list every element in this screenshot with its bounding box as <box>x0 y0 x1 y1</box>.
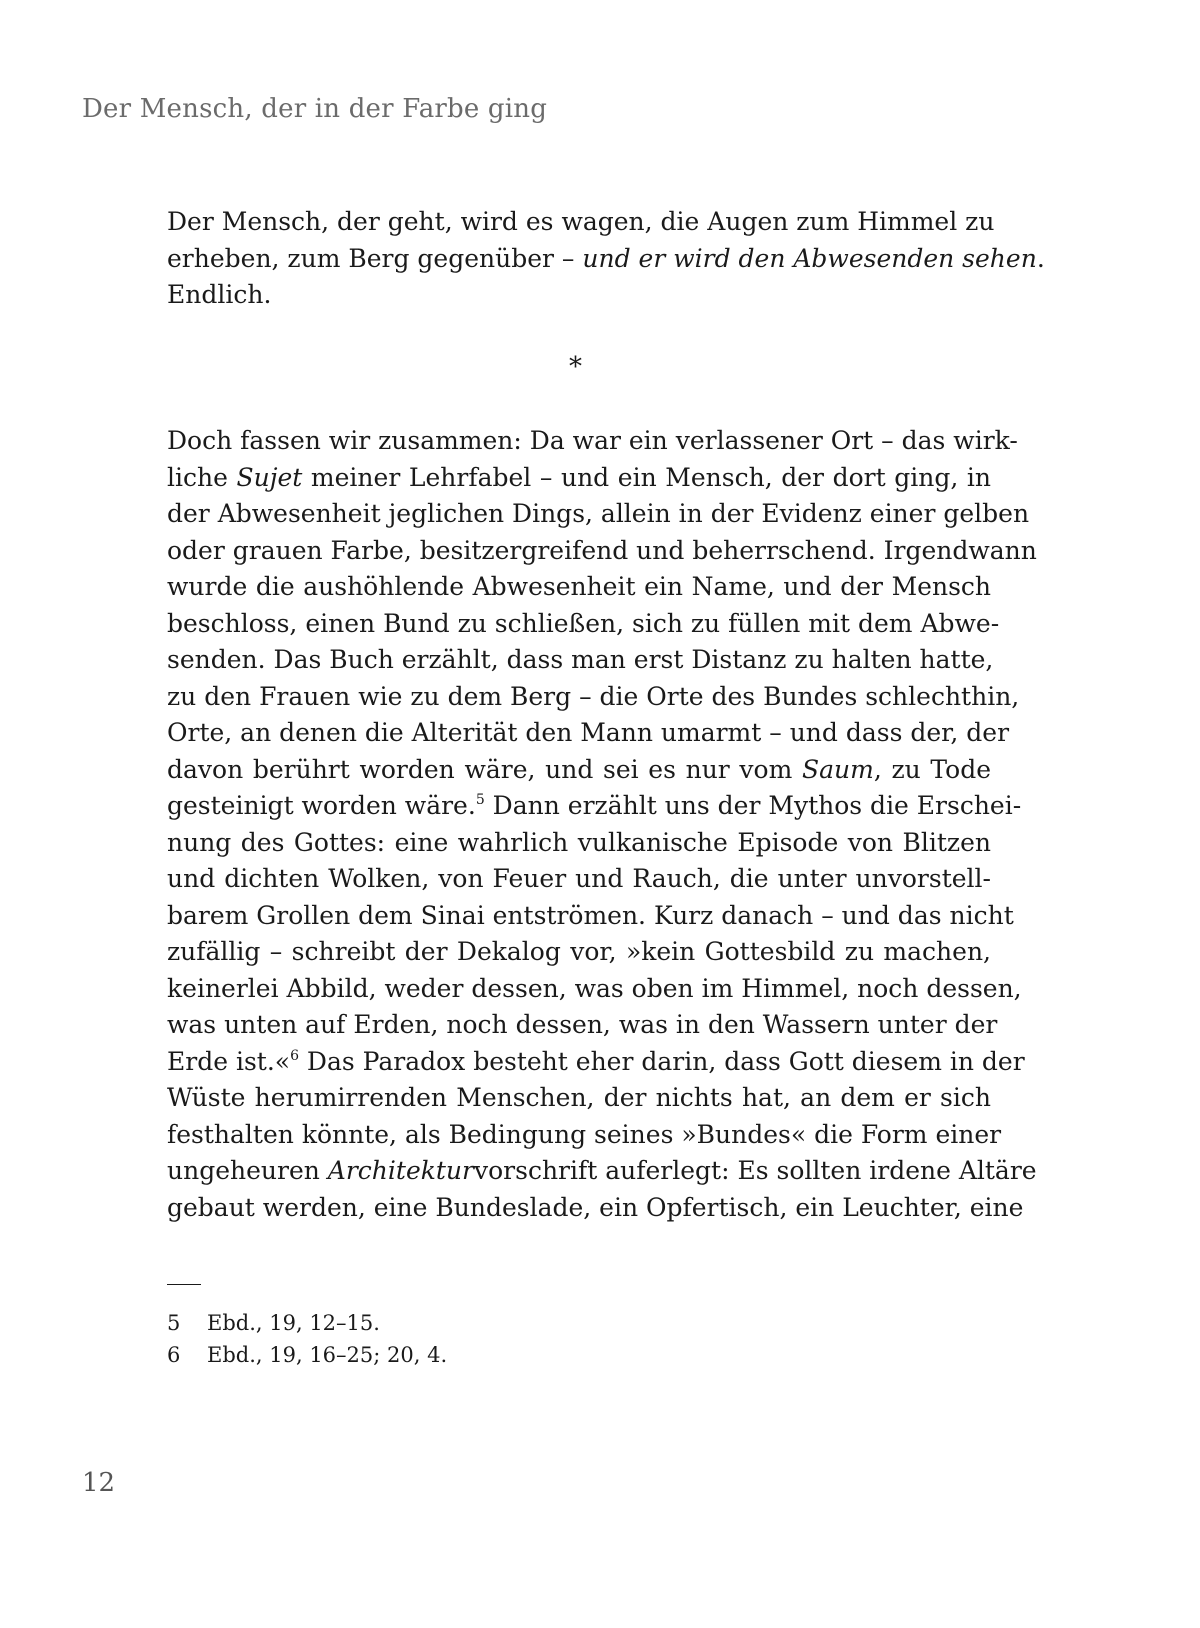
text-segment: erheben, zum Berg gegenüber – <box>167 243 583 273</box>
text-segment: , zu Tode <box>873 754 991 784</box>
text-segment: festhalten könnte, als Bedingung seines »Bundes« die Form einer <box>167 1119 1002 1149</box>
text-line <box>167 825 991 862</box>
text-segment: Doch fassen wir zusammen: Da war ein verlassener Ort – das wirk- <box>167 426 1018 455</box>
text-segment: beschloss, einen Bund zu schließen, sich zu füllen mit dem Abwe- <box>167 608 1000 638</box>
text-segment: davon berührt worden wäre, und sei es nur vom <box>167 754 802 784</box>
italic-text: und er wird den Abwesenden sehen <box>582 243 1037 273</box>
text-segment: ungeheuren <box>167 1156 328 1185</box>
text-line <box>167 934 991 971</box>
text-line <box>167 1117 1002 1154</box>
italic-text: Saum <box>802 754 874 784</box>
text-segment: vorschrift auferlegt: Es sollten irdene Altäre <box>474 1156 1037 1185</box>
footnote <box>167 1307 447 1339</box>
footnotes <box>167 1307 447 1371</box>
text-line <box>167 788 1022 825</box>
text-segment: Orte, an denen die Alterität den Mann umarmt – und dass der, der <box>167 718 1010 747</box>
text-line <box>167 241 1045 278</box>
text-segment: der Abwesenheit jeglichen Dings, allein in der Evidenz einer gelben <box>167 499 1030 528</box>
text-line <box>167 861 991 898</box>
text-segment: keinerlei Abbild, weder dessen, was oben im Himmel, noch dessen, <box>167 973 1022 1003</box>
text-segment: Erde ist.« <box>167 1046 291 1076</box>
text-line <box>167 533 1037 570</box>
text-segment: oder grauen Farbe, besitzergreifend und beherrschend. Irgendwann <box>167 535 1037 565</box>
text-line <box>167 569 991 606</box>
text-line <box>167 277 991 314</box>
text-segment: wurde die aushöhlende Abwesenheit ein Name, und der Mensch <box>167 572 991 601</box>
text-segment: gesteinigt worden wäre. <box>167 791 476 820</box>
text-segment: barem Grollen dem Sinai entströmen. Kurz danach – und das nicht <box>167 900 1014 930</box>
footnote-reference: 5 <box>475 792 485 808</box>
text-segment: liche <box>167 462 237 492</box>
text-line <box>167 1190 1024 1227</box>
text-line <box>167 642 994 679</box>
footnote-number: 6 <box>167 1343 181 1367</box>
text-segment: zufällig – schreibt der Dekalog vor, »kein Gottesbild zu machen, <box>167 937 991 966</box>
text-line <box>167 898 1014 935</box>
italic-text: Sujet <box>236 462 303 492</box>
text-line <box>167 1080 991 1117</box>
text-segment: meiner Lehrfabel – und ein Mensch, der dort ging, in <box>302 462 991 492</box>
text-line <box>167 606 1000 643</box>
text-segment: Der Mensch, der geht, wird es wagen, die Augen zum Himmel zu <box>167 207 995 236</box>
footnote-text: Ebd., 19, 12–15. <box>207 1311 380 1335</box>
italic-text: Architektur <box>327 1156 474 1185</box>
text-line <box>167 496 1030 533</box>
paragraph-2 <box>167 423 1037 1226</box>
page-number: 12 <box>82 1468 116 1498</box>
footnote-text: Ebd., 19, 16–25; 20, 4. <box>207 1343 448 1367</box>
text-segment: gebaut werden, eine Bundeslade, ein Opfertisch, ein Leuchter, eine <box>167 1192 1024 1222</box>
text-line <box>167 460 991 497</box>
text-segment: . <box>1036 243 1045 273</box>
text-line <box>167 204 995 241</box>
text-line <box>167 1007 998 1044</box>
text-segment: senden. Das Buch erzählt, dass man erst Distanz zu halten hatte, <box>167 645 994 674</box>
text-segment: Das Paradox besteht eher darin, dass Gott diesem in der <box>298 1046 1025 1076</box>
running-head: Der Mensch, der in der Farbe ging <box>82 94 548 124</box>
footnote-rule <box>167 1284 201 1285</box>
text-segment: Endlich. <box>167 280 272 309</box>
section-break-asterisk: * <box>569 352 582 382</box>
text-segment: was unten auf Erden, noch dessen, was in den Wassern unter der <box>167 1010 998 1039</box>
text-line <box>167 679 1020 716</box>
text-segment: nung des Gottes: eine wahrlich vulkanische Episode von Blitzen <box>167 827 991 857</box>
paragraph-1 <box>167 204 1045 314</box>
text-line <box>167 1153 1037 1190</box>
text-segment: Dann erzählt uns der Mythos die Erschei- <box>484 791 1022 820</box>
text-segment: zu den Frauen wie zu dem Berg – die Orte des Bundes schlechthin, <box>167 681 1020 711</box>
text-segment: Wüste herumirrenden Menschen, der nichts hat, an dem er sich <box>167 1083 991 1112</box>
footnote <box>167 1339 447 1371</box>
footnote-number: 5 <box>167 1311 181 1335</box>
text-line <box>167 971 1022 1008</box>
text-line <box>167 1044 1025 1081</box>
footnote-reference: 6 <box>290 1047 299 1064</box>
text-line <box>167 423 1018 460</box>
text-line <box>167 752 991 789</box>
text-line <box>167 715 1010 752</box>
text-segment: und dichten Wolken, von Feuer und Rauch, die unter unvorstell- <box>167 864 991 893</box>
